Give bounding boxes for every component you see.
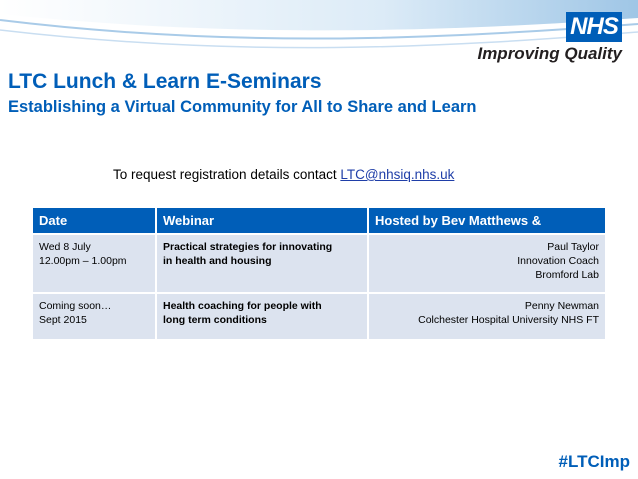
nhs-logo xyxy=(470,12,630,67)
column-header-date: Date xyxy=(33,208,156,234)
webinar-cell xyxy=(156,293,368,339)
host-cell xyxy=(368,293,605,339)
time-line: 12.00pm – 1.00pm xyxy=(39,255,127,267)
contact-line xyxy=(113,167,454,182)
page-title: LTC Lunch & Learn E-Seminars xyxy=(8,70,322,93)
host-org: Bromford Lab xyxy=(535,269,599,281)
host-name: Paul Taylor xyxy=(547,241,599,253)
webinar-line: Practical strategies for innovating xyxy=(163,241,333,253)
date-line: Wed 8 July xyxy=(39,241,91,253)
logo-tagline: Improving Quality xyxy=(477,44,622,63)
date-cell xyxy=(33,293,156,339)
column-header-webinar: Webinar xyxy=(156,208,368,234)
webinar-line: Health coaching for people with xyxy=(163,300,322,312)
webinar-table xyxy=(33,208,605,339)
date-cell xyxy=(33,234,156,293)
table-row xyxy=(33,234,605,293)
webinar-line: in health and housing xyxy=(163,255,272,267)
table-header-row xyxy=(33,208,605,234)
contact-email-link[interactable]: LTC@nhsiq.nhs.uk xyxy=(340,167,455,182)
time-line: Sept 2015 xyxy=(39,314,87,326)
webinar-cell xyxy=(156,234,368,293)
host-name: Penny Newman xyxy=(524,300,599,312)
host-role: Innovation Coach xyxy=(517,255,599,267)
nhs-logo-box: NHS xyxy=(566,12,622,42)
page-subtitle: Establishing a Virtual Community for All to Share and Learn xyxy=(8,98,477,116)
host-org: Colchester Hospital University NHS FT xyxy=(418,314,599,326)
column-header-host: Hosted by Bev Matthews & xyxy=(368,208,605,234)
table-row xyxy=(33,293,605,339)
contact-prefix: To request registration details contact xyxy=(113,167,341,182)
hashtag: #LTCImp xyxy=(558,452,630,471)
host-cell xyxy=(368,234,605,293)
webinar-line: long term conditions xyxy=(163,314,267,326)
date-line: Coming soon… xyxy=(39,300,112,312)
